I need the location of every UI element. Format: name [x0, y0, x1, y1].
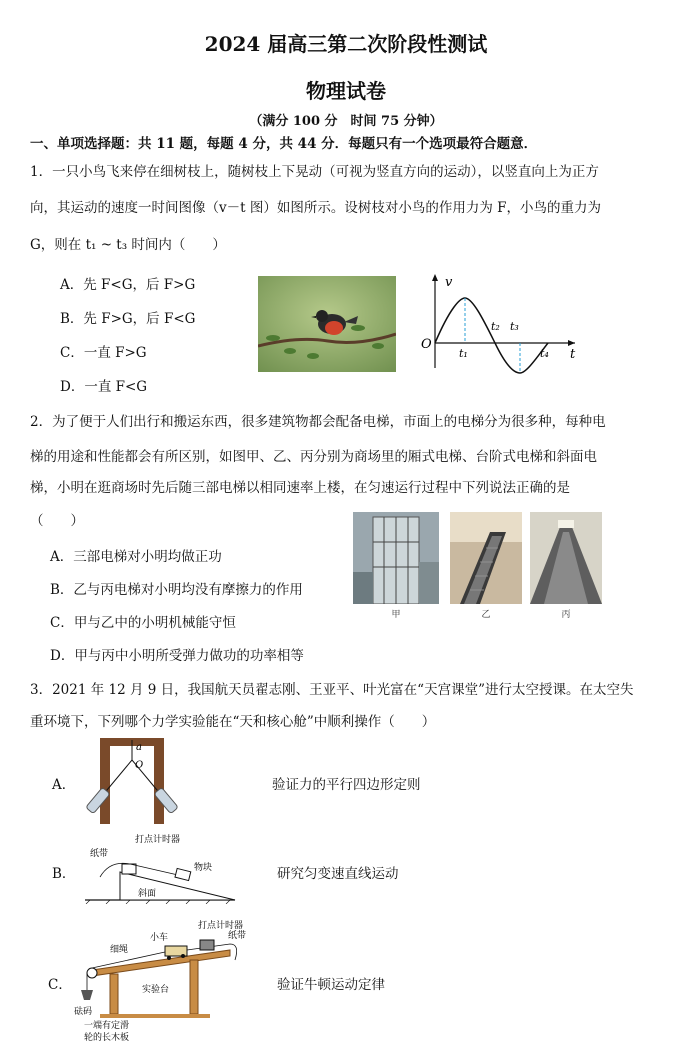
vt-graph	[415, 268, 585, 380]
q2-line1: 2．为了便于人们出行和搬运东西，很多建筑物都会配备电梯，市面上的电梯分为很多种，每种电	[30, 414, 606, 430]
section-heading: 一、单项选择题：共 11 题，每题 4 分，共 44 分．每题只有一个选项最符合题意．	[30, 136, 538, 152]
graph-t-label: t	[570, 347, 576, 362]
bird-photo	[258, 276, 396, 372]
graph-t2-label: t₂	[491, 320, 500, 333]
graph-origin-label: O	[421, 337, 432, 352]
elevator-photo	[353, 512, 439, 604]
page-title: 2024 届高三第二次阶段性测试	[204, 32, 488, 56]
graph-v-label: v	[445, 275, 453, 290]
label-board-1: 一端有定滑	[84, 1021, 130, 1031]
q1-line2: 向，其运动的速度一时间图像（v－t 图）如图所示。设树枝对小鸟的作用力为 F，小鸟的重力为	[30, 200, 601, 216]
label-tape-b: 纸带	[90, 849, 109, 859]
q2-line3: 梯，小明在逛商场时先后随三部电梯以相同速率上楼，在匀速运行过程中下列说法正确的是	[30, 480, 570, 496]
q3-option-c-text: 验证牛顿运动定律	[277, 977, 385, 993]
graph-t4-label: t₄	[540, 347, 549, 360]
q1-option-a: A．先 F<G，后 F>G	[60, 277, 196, 293]
q2-line2: 梯的用途和性能都会有所区别，如图甲、乙、丙分别为商场里的厢式电梯、台阶式电梯和斜面电	[30, 449, 597, 465]
caption-bing: 丙	[561, 610, 571, 620]
label-weight: 砝码	[74, 1007, 93, 1017]
travelator-photo	[530, 512, 602, 604]
q1-line3: G，则在 t₁ ~ t₃ 时间内（ ）	[30, 237, 226, 253]
force-parallelogram-apparatus	[82, 736, 182, 824]
graph-t3-label: t₃	[510, 320, 519, 333]
q2-line4: （ ）	[30, 513, 84, 529]
label-timer-c: 打点计时器	[198, 921, 244, 931]
q3-option-c-letter: C．	[48, 977, 72, 993]
exam-meta: （满分 100 分 时间 75 分钟）	[249, 114, 443, 129]
escalator-photo	[450, 512, 522, 604]
q3-option-b-text: 研究匀变速直线运动	[277, 866, 399, 882]
caption-yi: 乙	[481, 610, 491, 620]
q3-line1: 3．2021 年 12 月 9 日，我国航天员翟志刚、王亚平、叶光富在“天宫课堂”进行太空授课。在太空失	[30, 682, 634, 698]
q1-line1: 1．一只小鸟飞来停在细树枝上，随树枝上下晃动（可视为竖直方向的运动），以竖直向上为正方	[30, 164, 599, 180]
caption-jia: 甲	[391, 610, 401, 620]
q1-option-b: B．先 F>G，后 F<G	[60, 311, 196, 327]
newton-law-apparatus	[70, 920, 250, 1044]
page-subtitle: 物理试卷	[306, 79, 386, 103]
graph-t1-label: t₁	[459, 347, 468, 360]
label-board-2: 轮的长木板	[84, 1033, 130, 1043]
label-tape-c: 纸带	[228, 931, 247, 941]
q3-line2: 重环境下，下列哪个力学实验能在“天和核心舱”中顺利操作（ ）	[30, 714, 436, 730]
q3-option-a-text: 验证力的平行四边形定则	[272, 777, 421, 793]
label-o: O	[135, 760, 144, 771]
q2-option-b: B．乙与丙电梯对小明均没有摩擦力的作用	[50, 582, 303, 598]
q1-option-c: C．一直 F>G	[60, 345, 147, 361]
q2-option-a: A．三部电梯对小明均做正功	[50, 549, 222, 565]
q2-option-d: D．甲与丙中小明所受弹力做功的功率相等	[50, 648, 304, 664]
q2-option-c: C．甲与乙中的小明机械能守恒	[50, 615, 236, 631]
inclined-plane-apparatus	[80, 832, 240, 904]
label-cart: 小车	[150, 933, 169, 943]
label-block: 物块	[194, 863, 213, 873]
label-table: 实验台	[142, 985, 170, 995]
q3-option-a-letter: A．	[52, 777, 76, 793]
q3-option-b-letter: B．	[52, 866, 76, 882]
label-a: a	[136, 742, 142, 753]
label-slope: 斜面	[138, 889, 157, 899]
label-timer-b: 打点计时器	[135, 835, 181, 845]
q1-option-d: D．一直 F<G	[60, 379, 148, 395]
label-rope: 细绳	[110, 945, 129, 955]
